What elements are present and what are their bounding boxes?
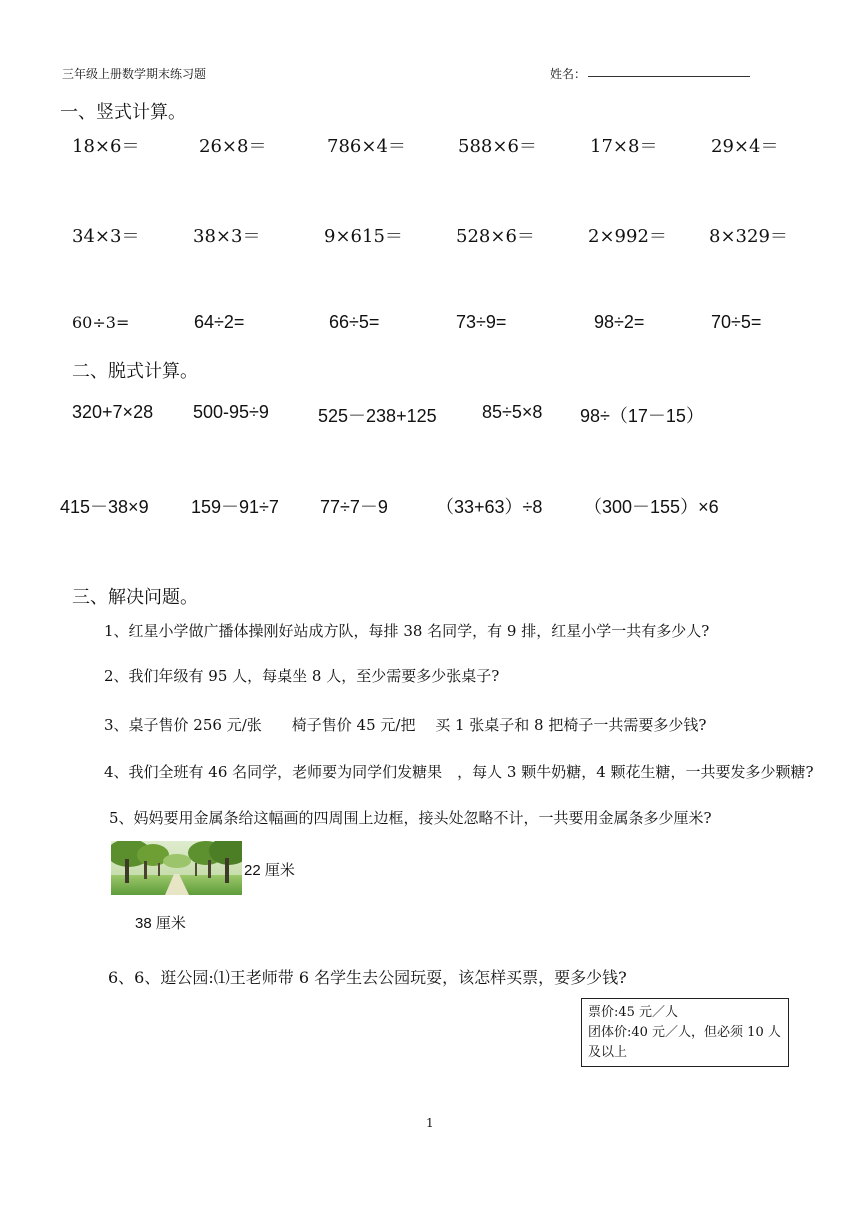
division-item: 66÷5=	[329, 312, 380, 332]
word-problem-5: 5、妈妈要用金属条给这幅画的四周围上边框，接头处忽略不计，一共要用金属条多少厘米?	[109, 809, 712, 827]
group-price-line: 团体价:40 元／人，但必须 10 人	[588, 1025, 781, 1040]
vertical-calc-item: 26×8＝	[199, 136, 267, 157]
picture-height-label: 22 厘米	[244, 862, 295, 879]
section-2-title: 二、脱式计算。	[72, 361, 198, 382]
document-title: 三年级上册数学期末练习题	[62, 67, 207, 81]
expression-item: （300－155）×6	[584, 497, 719, 517]
division-item: 73÷9=	[456, 312, 507, 332]
page-number: 1	[426, 1116, 434, 1130]
name-label: 姓名：	[550, 67, 587, 81]
vertical-calc-item: 18×6＝	[72, 136, 140, 157]
vertical-calc-item: 528×6＝	[456, 226, 535, 247]
division-item: 60÷3=	[72, 313, 130, 332]
vertical-calc-item: 2×992＝	[588, 226, 667, 247]
word-problem-4: 4、我们全班有 46 名同学，老师要为同学们发糖果 ，每人 3 颗牛奶糖，4 颗花生糖，一共要发多少颗糖?	[104, 763, 814, 781]
tree-path-picture	[111, 841, 242, 895]
section-3-title: 三、解决问题。	[72, 587, 198, 608]
expression-item: 98÷（17－15）	[580, 406, 704, 426]
division-item: 98÷2=	[594, 312, 645, 332]
vertical-calc-item: 786×4＝	[327, 136, 406, 157]
group-price-condition: 及以上	[588, 1045, 628, 1060]
vertical-calc-item: 588×6＝	[458, 136, 537, 157]
word-problem-3: 3、桌子售价 256 元/张 椅子售价 45 元/把 买 1 张桌子和 8 把椅子一共需要多少钱?	[104, 716, 707, 734]
expression-item: （33+63）÷8	[436, 497, 543, 517]
expression-item: 525－238+125	[318, 406, 437, 426]
vertical-calc-item: 8×329＝	[709, 226, 788, 247]
vertical-calc-item: 34×3＝	[72, 226, 140, 247]
expression-item: 320+7×28	[72, 402, 154, 422]
word-problem-1: 1、红星小学做广播体操刚好站成方队，每排 38 名同学，有 9 排，红星小学一共有多少人?	[104, 622, 710, 640]
expression-item: 415－38×9	[60, 497, 149, 517]
ticket-price-line: 票价:45 元／人	[588, 1005, 679, 1020]
name-blank-line[interactable]	[588, 76, 750, 77]
word-problem-6: 6、6、逛公园:⑴王老师带 6 名学生去公园玩耍，该怎样买票，要多少钱?	[108, 968, 627, 987]
section-1-title: 一、竖式计算。	[60, 102, 186, 123]
ticket-price-box	[581, 998, 789, 1067]
expression-item: 85÷5×8	[482, 402, 543, 422]
picture-width-label: 38 厘米	[135, 915, 186, 932]
expression-item: 77÷7－9	[320, 497, 388, 517]
expression-item: 159－91÷7	[191, 497, 279, 517]
vertical-calc-item: 38×3＝	[193, 226, 261, 247]
division-item: 64÷2=	[194, 312, 245, 332]
vertical-calc-item: 17×8＝	[590, 136, 658, 157]
expression-item: 500-95÷9	[193, 402, 269, 422]
division-item: 70÷5=	[711, 312, 762, 332]
vertical-calc-item: 29×4＝	[711, 136, 779, 157]
vertical-calc-item: 9×615＝	[324, 226, 403, 247]
word-problem-2: 2、我们年级有 95 人，每桌坐 8 人，至少需要多少张桌子?	[104, 667, 500, 685]
